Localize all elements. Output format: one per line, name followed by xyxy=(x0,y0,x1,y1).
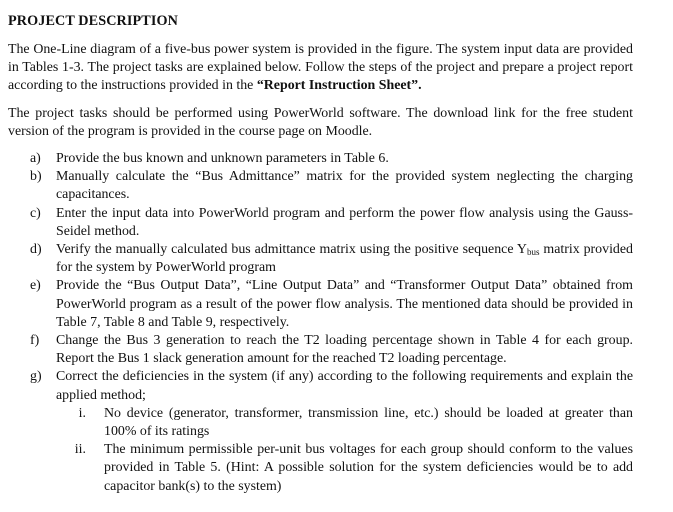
software-note-paragraph: The project tasks should be performed using PowerWorld software. The download link for the free student version of the program is provided in the course page on Moodle. xyxy=(8,105,633,139)
requirement-text: No device (generator, transformer, transmission line, etc.) should be loaded at greater than 100% of its ratings xyxy=(104,405,633,440)
requirement-item-ii xyxy=(56,441,633,496)
task-marker: d) xyxy=(30,242,42,258)
task-text: Provide the “Bus Output Data”, “Line Output Data” and “Transformer Output Data” obtained from PowerWorld program as a result of the power flow analysis. The mentioned data should be provided in Table 7, Table 8 and Table 9, respectively. xyxy=(56,278,633,330)
task-item-d xyxy=(8,241,633,277)
intro-paragraph xyxy=(8,41,633,96)
report-instruction-sheet-reference: “Report Instruction Sheet”. xyxy=(256,78,422,94)
task-marker: c) xyxy=(30,205,41,221)
requirement-list xyxy=(56,405,633,496)
task-text-start: Verify the manually calculated bus admittance matrix using the positive sequence Y xyxy=(56,242,527,258)
task-marker: b) xyxy=(30,169,42,185)
ybus-subscript: bus xyxy=(526,247,540,258)
task-item-c xyxy=(8,205,633,241)
task-marker: e) xyxy=(30,278,41,294)
task-text: Manually calculate the “Bus Admittance” matrix for the provided system neglecting the charging capacitances. xyxy=(56,169,633,203)
requirement-marker: ii. xyxy=(74,442,86,458)
task-marker: a) xyxy=(30,151,41,167)
task-text: Change the Bus 3 generation to reach the T2 loading percentage shown in Table 4 for each group. Report the Bus 1 slack generation amount for the reached T2 loading percentage. xyxy=(56,333,633,367)
task-text xyxy=(56,242,633,275)
task-item-b xyxy=(8,168,633,204)
task-item-a xyxy=(8,150,633,168)
task-text: Provide the bus known and unknown parameters in Table 6. xyxy=(56,151,389,167)
task-list xyxy=(8,150,633,496)
task-marker: g) xyxy=(30,369,42,385)
document-page xyxy=(8,12,633,496)
requirement-item-i xyxy=(56,405,633,441)
task-text: Enter the input data into PowerWorld program and perform the power flow analysis using the Gauss-Seidel method. xyxy=(56,205,633,239)
task-marker: f) xyxy=(30,333,40,349)
requirement-marker: i. xyxy=(78,405,86,421)
task-text-end: matrix provided for the system by PowerWorld program xyxy=(56,242,633,276)
task-text: Correct the deficiencies in the system (if any) according to the following requirements and explain the applied method; xyxy=(56,369,633,403)
page-title: PROJECT DESCRIPTION xyxy=(8,13,178,29)
intro-text: The One-Line diagram of a five-bus power system is provided in the figure. The system input data are provided in Tables 1-3. The project tasks are explained below. Follow the steps of the project and prepare a project report according to the instructions provided in the xyxy=(8,42,633,94)
requirement-text: The minimum permissible per-unit bus voltages for each group should conform to the values provided in Table 5. (Hint: A possible solution for the system deficiencies would be to add capacitor bank(s) to the system) xyxy=(104,442,633,494)
task-item-g xyxy=(8,368,633,495)
task-item-f xyxy=(8,332,633,368)
task-item-e xyxy=(8,277,633,332)
